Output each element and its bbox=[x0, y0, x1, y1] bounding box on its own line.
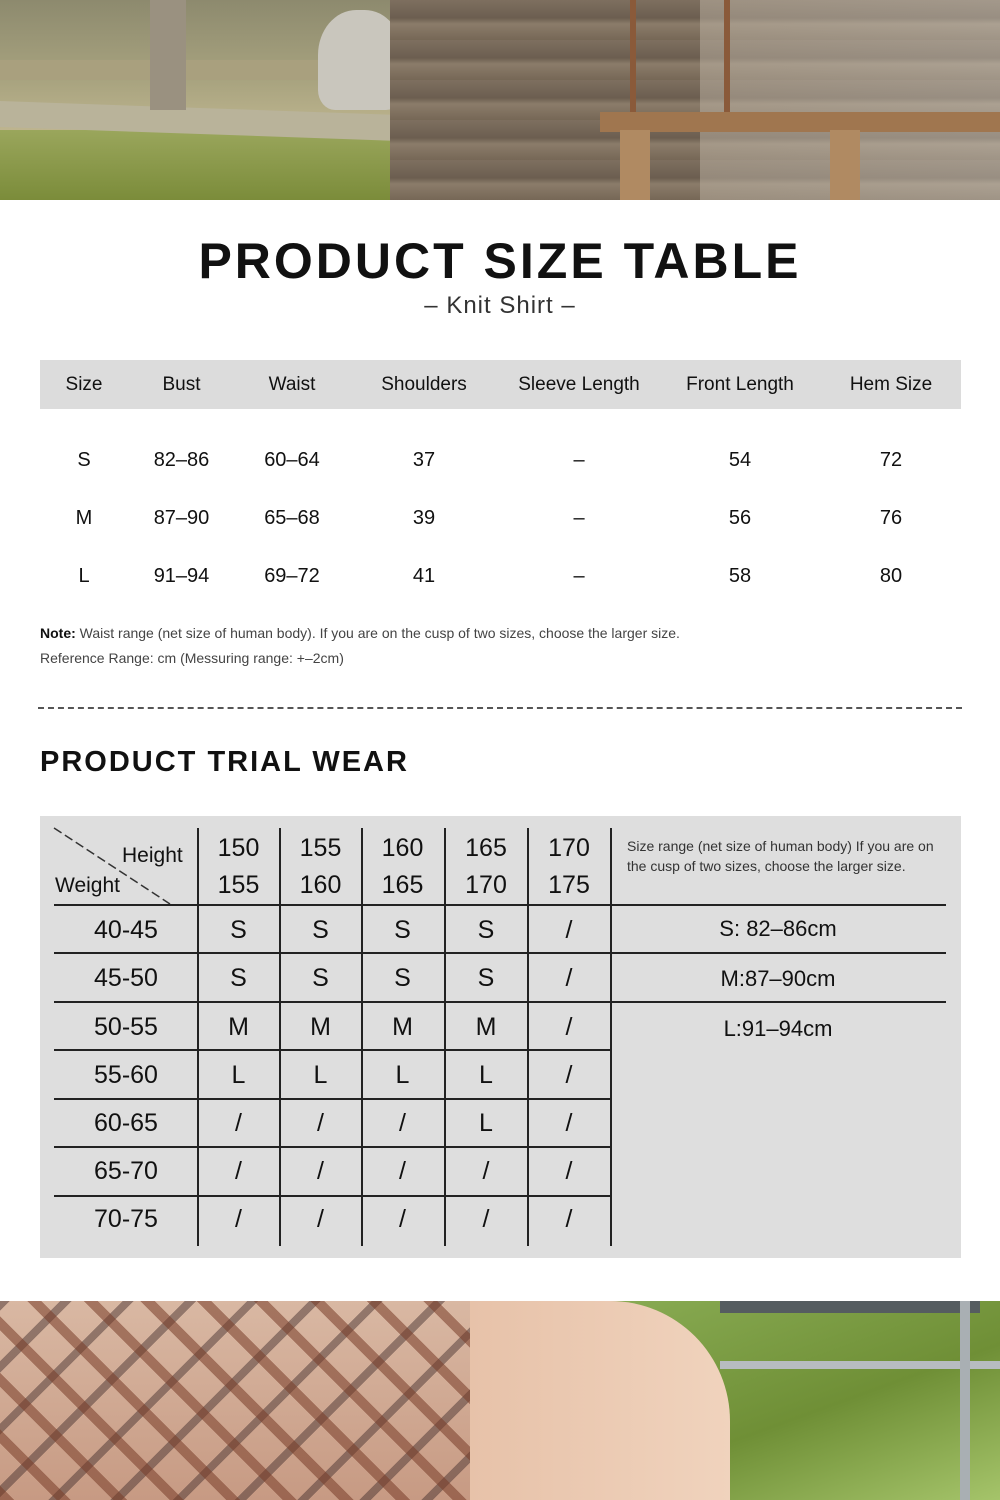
sleeve-length-cell: – bbox=[573, 565, 585, 587]
size-range-m: M:87–90cm bbox=[720, 966, 836, 991]
size-cell: M bbox=[392, 1013, 413, 1041]
column-header-sleeve-length: Sleeve Length bbox=[518, 374, 640, 395]
size-cell: / bbox=[565, 1013, 573, 1041]
shoulders-cell: 41 bbox=[412, 565, 436, 587]
bust-cell: 87–90 bbox=[153, 507, 210, 529]
size-cell: / bbox=[482, 1205, 490, 1233]
column-header-bust: Bust bbox=[162, 374, 201, 395]
size-cell: / bbox=[235, 1109, 242, 1137]
sleeve-length-cell: – bbox=[573, 449, 585, 471]
column-header-size: Size bbox=[65, 374, 103, 395]
size-cell: / bbox=[565, 916, 573, 944]
grid-line bbox=[54, 904, 946, 906]
weight-cell: 50-55 bbox=[94, 1013, 158, 1041]
column-header-shoulders: Shoulders bbox=[381, 374, 467, 395]
size-cell: / bbox=[317, 1157, 324, 1185]
height-column-header bbox=[362, 830, 443, 904]
grid-line bbox=[54, 1001, 946, 1003]
height-to: 155 bbox=[217, 871, 260, 899]
size-cell: L bbox=[479, 1061, 493, 1089]
size-cell: / bbox=[317, 1109, 324, 1137]
section-divider bbox=[38, 707, 962, 709]
front-length-cell: 54 bbox=[728, 449, 752, 471]
height-to: 175 bbox=[548, 871, 590, 899]
waist-cell: 69–72 bbox=[264, 565, 320, 587]
size-range-s: S: 82–86cm bbox=[719, 916, 837, 941]
size-cell: / bbox=[565, 1205, 573, 1233]
weight-cell: 60-65 bbox=[94, 1109, 158, 1137]
size-cell: / bbox=[235, 1157, 242, 1185]
weight-cell: 65-70 bbox=[94, 1157, 158, 1185]
size-range-l: L:91–94cm bbox=[723, 1016, 833, 1041]
size-cell: M bbox=[75, 507, 93, 529]
size-cell: / bbox=[565, 1109, 573, 1137]
grid-line bbox=[54, 1195, 611, 1197]
size-cell: S bbox=[230, 916, 247, 944]
size-cell: / bbox=[565, 1157, 573, 1185]
page-title: PRODUCT SIZE TABLE bbox=[198, 233, 802, 289]
height-axis-label: Height bbox=[122, 844, 183, 867]
height-to: 170 bbox=[465, 871, 507, 899]
size-cell: S bbox=[77, 449, 91, 471]
size-cell: L bbox=[479, 1109, 493, 1137]
size-cell: M bbox=[228, 1013, 249, 1041]
size-chart-panel bbox=[0, 200, 1000, 1301]
hem-size-cell: 80 bbox=[879, 565, 903, 587]
hem-size-cell: 76 bbox=[879, 507, 903, 529]
size-cell: / bbox=[235, 1205, 242, 1233]
size-table-header bbox=[40, 360, 961, 409]
height-from: 165 bbox=[465, 834, 507, 862]
reference-range-note: Reference Range: cm (Messuring range: +–2cm) bbox=[40, 650, 344, 666]
weight-cell: 55-60 bbox=[94, 1061, 158, 1089]
sleeve-length-cell: – bbox=[573, 507, 585, 529]
waist-cell: 60–64 bbox=[264, 449, 320, 471]
size-cell: / bbox=[565, 964, 573, 992]
shoulders-cell: 37 bbox=[412, 449, 436, 471]
note-text: Waist range (net size of human body). If you are on the cusp of two sizes, choose the larger size. bbox=[75, 625, 680, 641]
height-column-header bbox=[198, 830, 279, 904]
size-cell: L bbox=[231, 1061, 246, 1089]
grid-line bbox=[54, 952, 946, 954]
table-row bbox=[40, 565, 961, 589]
grid-line bbox=[54, 1098, 611, 1100]
trial-wear-table bbox=[40, 816, 961, 1258]
trial-wear-title: PRODUCT TRIAL WEAR bbox=[40, 746, 409, 778]
bottom-lifestyle-photo bbox=[0, 1301, 1000, 1500]
size-cell: S bbox=[394, 916, 411, 944]
bust-cell: 91–94 bbox=[153, 565, 210, 587]
size-cell: M bbox=[310, 1013, 331, 1041]
size-cell: S bbox=[312, 964, 329, 992]
size-cell: L bbox=[78, 565, 90, 587]
weight-cell: 40-45 bbox=[94, 916, 158, 944]
size-cell: / bbox=[317, 1205, 324, 1233]
note-label: Note: bbox=[40, 625, 76, 641]
column-header-waist: Waist bbox=[268, 374, 316, 395]
size-cell: M bbox=[475, 1013, 497, 1041]
height-column-header bbox=[280, 830, 361, 904]
table-row bbox=[40, 507, 961, 531]
height-column-header bbox=[528, 830, 610, 904]
top-lifestyle-photo bbox=[0, 0, 1000, 200]
height-to: 165 bbox=[381, 871, 424, 899]
size-cell: / bbox=[399, 1157, 406, 1185]
weight-cell: 45-50 bbox=[94, 964, 158, 992]
grid-line bbox=[54, 1049, 611, 1051]
size-cell: S bbox=[477, 964, 495, 992]
size-note bbox=[40, 625, 680, 641]
size-cell: / bbox=[399, 1109, 406, 1137]
bust-cell: 82–86 bbox=[153, 449, 210, 471]
size-range-note: Size range (net size of human body) If you are on the cusp of two sizes, choose the larger size. bbox=[627, 838, 934, 874]
size-cell: S bbox=[394, 964, 411, 992]
front-length-cell: 56 bbox=[728, 507, 752, 529]
weight-axis-label: Weight bbox=[55, 874, 120, 897]
product-subtitle: – Knit Shirt – bbox=[424, 292, 576, 319]
waist-cell: 65–68 bbox=[264, 507, 320, 529]
table-row bbox=[40, 449, 961, 473]
height-from: 170 bbox=[548, 834, 590, 862]
size-cell: / bbox=[565, 1061, 573, 1089]
column-header-front-length: Front Length bbox=[686, 374, 794, 395]
front-length-cell: 58 bbox=[728, 565, 752, 587]
height-from: 150 bbox=[217, 834, 260, 862]
height-column-header bbox=[445, 830, 527, 904]
size-cell: / bbox=[482, 1157, 490, 1185]
weight-cell: 70-75 bbox=[94, 1205, 158, 1233]
column-header-hem-size: Hem Size bbox=[849, 374, 933, 395]
grid-line bbox=[54, 1146, 611, 1148]
shoulders-cell: 39 bbox=[412, 507, 436, 529]
size-cell: L bbox=[395, 1061, 410, 1089]
size-cell: S bbox=[477, 916, 495, 944]
height-to: 160 bbox=[299, 871, 342, 899]
size-cell: / bbox=[399, 1205, 406, 1233]
size-cell: L bbox=[313, 1061, 328, 1089]
height-from: 160 bbox=[381, 834, 424, 862]
size-cell: S bbox=[230, 964, 247, 992]
height-from: 155 bbox=[299, 834, 342, 862]
size-cell: S bbox=[312, 916, 329, 944]
hem-size-cell: 72 bbox=[879, 449, 903, 471]
